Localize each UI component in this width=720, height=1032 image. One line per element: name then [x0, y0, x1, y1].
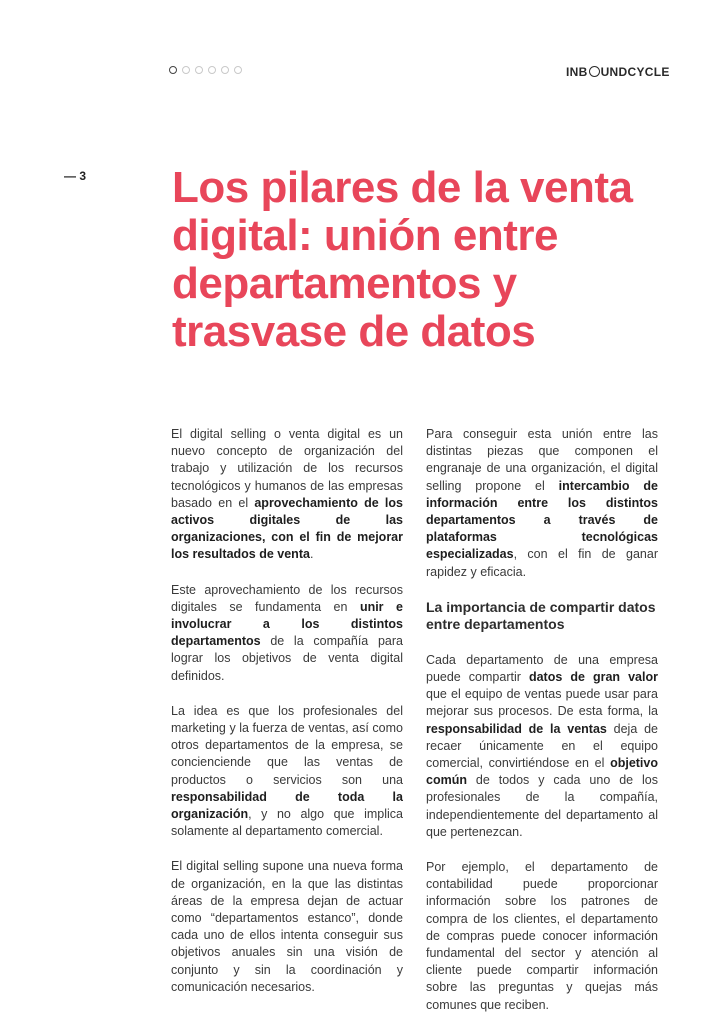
pagination-dot-active[interactable] — [169, 66, 177, 74]
paragraph: El digital selling o venta digital es un nuevo concepto de organización del trabajo y utilización de los recursos tecnológicos y humanos de las empresas basado en el aprovechamiento de los activos digitales de las organizaciones, con el fin de mejorar los resultados de venta. — [171, 427, 403, 562]
left-column — [171, 426, 403, 1014]
inboundcycle-logo: INB UNDCYCLE — [566, 65, 670, 79]
pagination-dot[interactable] — [208, 66, 216, 74]
pagination-dot[interactable] — [182, 66, 190, 74]
pagination-dot[interactable] — [195, 66, 203, 74]
paragraph: Cada departamento de una empresa puede compartir datos de gran valor que el equipo de ventas puede usar para mejorar sus procesos. De esta forma, la responsabilidad de la ventas deja de recaer únicamente en el equipo comercial, convirtiéndose en el objetivo común de todos y cada uno de los profesionales de la compañía, independientemente del departamento al que pertenezcan. — [426, 652, 658, 839]
pagination-dot[interactable] — [221, 66, 229, 74]
paragraph: Por ejemplo, el departamento de contabilidad puede proporcionar información sobre los patrones de compra de los clientes, el departamento de compras puede conocer información fundamental del sector y atención al cliente puede compartir información sobre las preguntas y quejas más comunes que reciben. — [426, 860, 658, 1012]
pagination-dot[interactable] — [234, 66, 242, 74]
logo-ring-icon — [589, 66, 600, 77]
paragraph: La idea es que los profesionales del marketing y la fuerza de ventas, así como otros departamentos de la empresa, se concienciende que las ventas de productos o servicios son una responsabilidad de toda la organización, y no algo que implica solamente al departamento comercial. — [171, 703, 403, 839]
pagination-dots — [169, 66, 242, 74]
page-number: — 3 — [64, 169, 87, 183]
section-subheading: La importancia de compartir datos entre departamentos — [426, 598, 656, 632]
page-title: Los pilares de la venta digital: unión entre departamentos y trasvase de datos — [172, 163, 633, 356]
paragraph: El digital selling supone una nueva forma de organización, en la que las distintas áreas de la empresa dejan de actuar como “departamentos estanco”, donde cada uno de ellos intenta conseguir sus objetivos anuales sin una visión de conjunto y sin la coordinación y comunicación necesarios. — [171, 859, 403, 994]
paragraph: Para conseguir esta unión entre las distintas piezas que componen el engranaje de una organización, el digital selling propone el intercambio de información entre los distintos departamentos a través de plataformas tecnológicas especializadas, con el fin de ganar rapidez y eficacia. — [426, 427, 658, 579]
paragraph: Este aprovechamiento de los recursos digitales se fundamenta en unir e involucrar a los distintos departamentos de la compañía para lograr los objetivos de venta digital definidos. — [171, 582, 403, 683]
right-column — [426, 426, 658, 1032]
